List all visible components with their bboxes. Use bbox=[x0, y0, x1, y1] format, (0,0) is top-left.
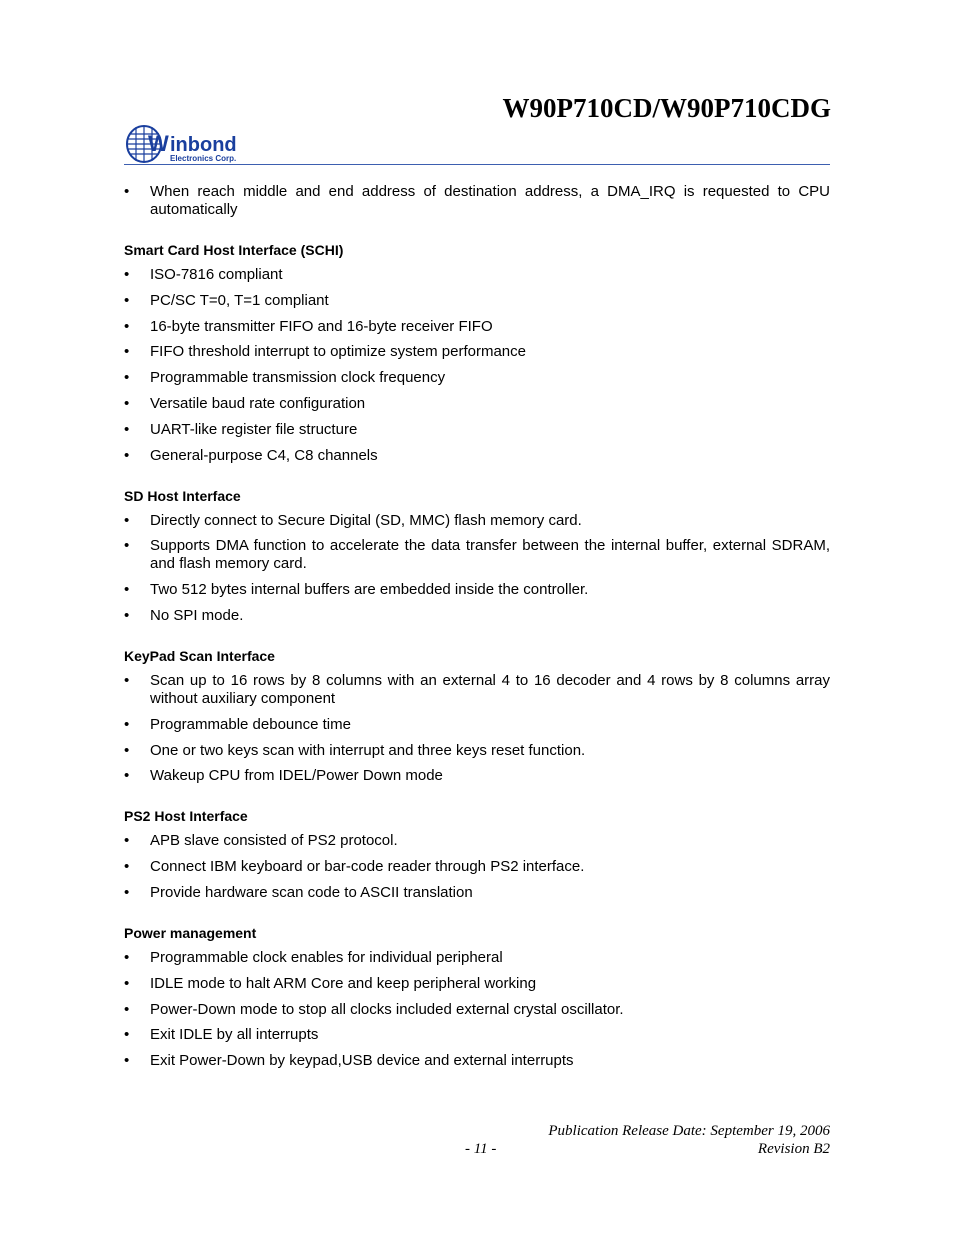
bullet-icon: • bbox=[124, 537, 130, 555]
bullet-item bbox=[124, 343, 830, 361]
section-bullet-list bbox=[124, 832, 830, 902]
bullet-item bbox=[124, 884, 830, 902]
svg-text:Electronics Corp.: Electronics Corp. bbox=[170, 154, 237, 163]
bullet-text: Power-Down mode to stop all clocks included external crystal oscillator. bbox=[150, 1000, 624, 1018]
svg-text:inbond: inbond bbox=[170, 134, 237, 156]
section-bullet-list bbox=[124, 266, 830, 465]
bullet-item bbox=[124, 975, 830, 993]
bullet-text: Wakeup CPU from IDEL/Power Down mode bbox=[150, 767, 443, 785]
bullet-icon: • bbox=[124, 948, 130, 966]
bullet-text: Scan up to 16 rows by 8 columns with an external 4 to 16 decoder and 4 rows by 8 columns array without auxiliary component bbox=[150, 671, 830, 707]
bullet-icon: • bbox=[124, 974, 130, 992]
bullet-text: No SPI mode. bbox=[150, 606, 244, 624]
bullet-item bbox=[124, 395, 830, 413]
bullet-icon: • bbox=[124, 183, 130, 200]
bullet-icon: • bbox=[124, 291, 130, 309]
bullet-icon: • bbox=[124, 858, 130, 876]
section-heading: Smart Card Host Interface (SCHI) bbox=[124, 242, 344, 258]
bullet-icon: • bbox=[124, 1052, 130, 1070]
bullet-icon: • bbox=[124, 606, 130, 624]
bullet-text: Programmable debounce time bbox=[150, 715, 351, 733]
publication-date: Publication Release Date: September 19, 2006 bbox=[548, 1123, 830, 1139]
bullet-text: One or two keys scan with interrupt and three keys reset function. bbox=[150, 741, 586, 759]
section-heading: KeyPad Scan Interface bbox=[124, 647, 275, 664]
bullet-item bbox=[124, 581, 830, 599]
bullet-icon: • bbox=[124, 715, 130, 733]
bullet-text: Provide hardware scan code to ASCII translation bbox=[150, 883, 473, 901]
bullet-text: Supports DMA function to accelerate the data transfer between the internal buffer, external SDRAM, and flash memory card. bbox=[150, 537, 830, 573]
bullet-text: Programmable clock enables for individual peripheral bbox=[150, 948, 503, 966]
bullet-item bbox=[124, 1026, 830, 1044]
bullet-item bbox=[124, 742, 830, 760]
section-bullet-list bbox=[124, 949, 830, 1070]
bullet-item bbox=[124, 537, 830, 573]
bullet-icon: • bbox=[124, 1000, 130, 1018]
bullet-text: FIFO threshold interrupt to optimize system performance bbox=[150, 343, 526, 361]
bullet-text: 16-byte transmitter FIFO and 16-byte receiver FIFO bbox=[150, 317, 493, 335]
winbond-logo bbox=[126, 124, 256, 164]
bullet-text: ISO-7816 compliant bbox=[150, 266, 283, 283]
intro-bullet-list bbox=[124, 183, 830, 219]
document-body bbox=[124, 183, 830, 1078]
sections-container bbox=[124, 241, 830, 1070]
bullet-icon: • bbox=[124, 741, 130, 759]
bullet-item bbox=[124, 421, 830, 439]
page-number: - 11 - bbox=[465, 1141, 497, 1157]
bullet-item bbox=[124, 767, 830, 785]
section-heading: Power management bbox=[124, 924, 257, 941]
bullet-icon: • bbox=[124, 369, 130, 387]
bullet-text: Exit IDLE by all interrupts bbox=[150, 1026, 319, 1044]
bullet-item bbox=[124, 318, 830, 336]
bullet-item bbox=[124, 1052, 830, 1070]
section-bullet-list bbox=[124, 672, 830, 785]
bullet-item bbox=[124, 266, 830, 284]
bullet-icon: • bbox=[124, 317, 130, 335]
bullet-item bbox=[124, 832, 830, 850]
bullet-icon: • bbox=[124, 883, 130, 901]
svg-text:W: W bbox=[148, 131, 169, 156]
bullet-icon: • bbox=[124, 394, 130, 412]
section-bullet-list bbox=[124, 512, 830, 625]
bullet-item bbox=[124, 512, 830, 530]
header-divider bbox=[124, 164, 830, 165]
bullet-item bbox=[124, 292, 830, 310]
bullet-text: Versatile baud rate configuration bbox=[150, 394, 366, 412]
bullet-icon: • bbox=[124, 420, 130, 438]
bullet-text: Two 512 bytes internal buffers are embedded inside the controller. bbox=[150, 581, 589, 599]
section-heading: PS2 Host Interface bbox=[124, 808, 248, 825]
bullet-item bbox=[124, 858, 830, 876]
section-heading: SD Host Interface bbox=[124, 487, 241, 504]
bullet-icon: • bbox=[124, 446, 130, 464]
bullet-text: UART-like register file structure bbox=[150, 420, 358, 438]
bullet-icon: • bbox=[124, 511, 130, 529]
bullet-item bbox=[124, 949, 830, 967]
bullet-icon: • bbox=[124, 581, 130, 599]
bullet-item bbox=[124, 447, 830, 465]
bullet-icon: • bbox=[124, 832, 130, 850]
bullet-text: Exit Power-Down by keypad,USB device and external interrupts bbox=[150, 1052, 574, 1070]
bullet-icon: • bbox=[124, 767, 130, 785]
bullet-item bbox=[124, 369, 830, 387]
bullet-item bbox=[124, 607, 830, 625]
bullet-item bbox=[124, 716, 830, 734]
bullet-text: Programmable transmission clock frequency bbox=[150, 369, 446, 387]
bullet-item bbox=[124, 672, 830, 708]
bullet-icon: • bbox=[124, 266, 130, 283]
bullet-text: Connect IBM keyboard or bar-code reader through PS2 interface. bbox=[150, 858, 585, 876]
bullet-text: Directly connect to Secure Digital (SD, MMC) flash memory card. bbox=[150, 511, 582, 529]
bullet-text: PC/SC T=0, T=1 compliant bbox=[150, 291, 329, 309]
document-title: W90P710CD/W90P710CDG bbox=[502, 93, 831, 123]
bullet-icon: • bbox=[124, 343, 130, 361]
bullet-item bbox=[124, 1001, 830, 1019]
bullet-item bbox=[124, 183, 830, 219]
revision-label: Revision B2 bbox=[757, 1141, 830, 1157]
bullet-icon: • bbox=[124, 671, 130, 689]
bullet-text: When reach middle and end address of destination address, a DMA_IRQ is requested to CPU automatically bbox=[150, 183, 830, 218]
bullet-text: General-purpose C4, C8 channels bbox=[150, 446, 378, 464]
bullet-icon: • bbox=[124, 1026, 130, 1044]
bullet-text: IDLE mode to halt ARM Core and keep peripheral working bbox=[150, 974, 537, 992]
bullet-text: APB slave consisted of PS2 protocol. bbox=[150, 832, 398, 850]
